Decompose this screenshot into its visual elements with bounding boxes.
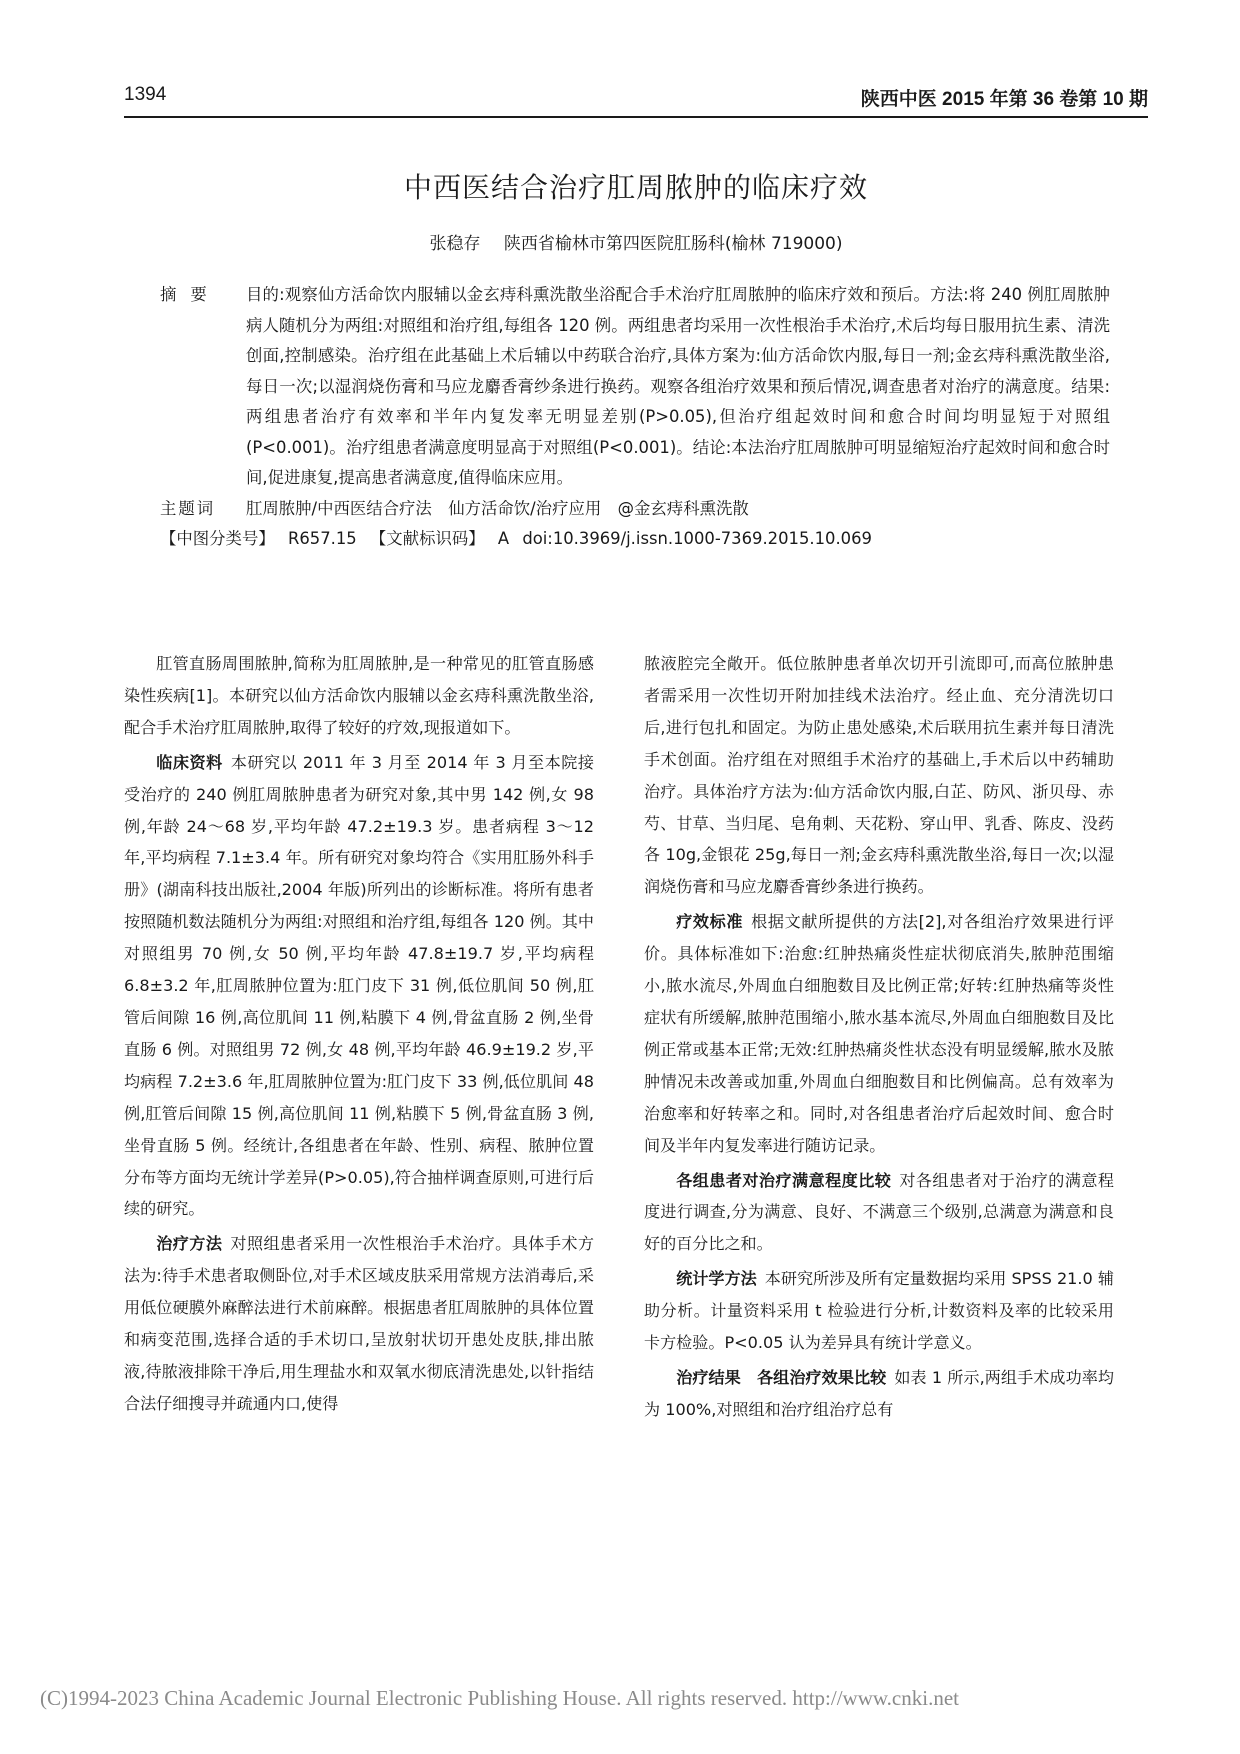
keywords-text: 肛周脓肿/中西医结合疗法 仙方活命饮/治疗应用 @金玄痔科熏洗散 [246, 498, 749, 518]
doc-code-value: A [497, 529, 510, 548]
section-text: 本研究以 2011 年 3 月至 2014 年 3 月至本院接受治疗的 240 例肛周脓肿患者为研究对象,其中男 142 例,女 98 例,年龄 24～68 岁,平均年龄 47.2±19.3 岁。患者病程 3～12 年,平均病程 7.1±3.4 年。所有研究对象均符合《实用肛肠外科手册》(湖南科技出版社,2004 年版)所列出的诊断标准。将所有患者按照随机数法随机分为两组:对照组和治疗组,每组各 120 例。其中对照组男 70 例,女 50 例,平均年龄 47.8±19.7 岁,平均病程 6.8±3.2 年,肛周脓肿位置为:肛门皮下 31 例,低位肌间 50 例,肛管后间隙 16 例,高位肌间 11 例,粘膜下 4 例,骨盆直肠 2 例,坐骨直肠 6 例。对照组男 72 例,女 48 例,平均年龄 46.9±19.2 岁,平均病程 7.2±3.6 年,肛周脓肿位置为:肛门皮下 33 例,低位肌间 48 例,肛管后间隙 15 例,高位肌间 11 例,粘膜下 5 例,骨盆直肠 3 例,坐骨直肠 5 例。经统计,各组患者在年龄、性别、病程、脓肿位置分布等方面均无统计学差异(P>0.05),符合抽样调查原则,可进行后续的研究。 [124, 752, 594, 1219]
page-number: 1394 [124, 84, 167, 105]
doi: doi:10.3969/j.issn.1000-7369.2015.10.069 [522, 529, 872, 548]
clc-value: R657.15 [287, 529, 357, 548]
author-line [124, 230, 1148, 258]
keywords-row [160, 494, 1110, 525]
article-title: 中西医结合治疗肛周脓肿的临床疗效 [403, 171, 868, 204]
abstract-block [160, 280, 1110, 555]
section-heading: 各组患者对治疗满意程度比较 [676, 1170, 892, 1190]
body-column-left [124, 648, 594, 1423]
clinical-data-paragraph [124, 747, 594, 1226]
section-heading: 临床资料 [156, 752, 223, 772]
section-text: 如表 1 所示,两组手术成功率均为 100%,对照组和治疗组治疗总有 [644, 1367, 1114, 1419]
clc-label: 【中图分类号】 [160, 529, 275, 548]
doc-code-label: 【文献标识码】 [369, 529, 485, 548]
section-text: 根据文献所提供的方法[2],对各组治疗效果进行评价。具体标准如下:治愈:红肿热痛炎性症状彻底消失,脓肿范围缩小,脓水流尽,外周血白细胞数目及比例正常;好转:红肿热痛等炎性症状有所缓解,脓肿范围缩小,脓水基本流尽,外周血白细胞数目及比例正常或基本正常;无效:红肿热痛炎性状态没有明显缓解,脓水及脓肿情况未改善或加重,外周血白细胞数目和比例偏高。总有效率为治愈率和好转率之和。同时,对各组患者治疗后起效时间、愈合时间及半年内复发率进行随访记录。 [644, 912, 1114, 1155]
section-heading: 治疗结果 各组治疗效果比较 [676, 1367, 887, 1387]
header-rule [124, 116, 1148, 118]
statistics-paragraph [644, 1263, 1114, 1359]
section-heading: 疗效标准 [676, 912, 744, 932]
section-text: 对各组患者对于治疗的满意程度进行调查,分为满意、良好、不满意三个级别,总满意为满意和良好的百分比之和。 [644, 1170, 1115, 1254]
keywords-label: 主题词 [160, 498, 216, 518]
intro-paragraph: 肛管直肠周围脓肿,简称为肛周脓肿,是一种常见的肛管直肠感染性疾病[1]。本研究以仙方活命饮内服辅以金玄痔科熏洗散坐浴,配合手术治疗肛周脓肿,取得了较好的疗效,现报道如下。 [124, 654, 594, 737]
treatment-continued: 脓液腔完全敞开。低位脓肿患者单次切开引流即可,而高位脓肿患者需采用一次性切开附加挂线术法治疗。经止血、充分清洗切口后,进行包扎和固定。为防止患处感染,术后联用抗生素并每日清洗手术创面。治疗组在对照组手术治疗的基础上,手术后以中药辅助治疗。具体治疗方法为:仙方活命饮内服,白芷、防风、浙贝母、赤芍、甘草、当归尾、皂角刺、天花粉、穿山甲、乳香、陈皮、没药各 10g,金银花 25g,每日一剂;金玄痔科熏洗散坐浴,每日一次;以湿润烧伤膏和马应龙麝香膏纱条进行换药。 [644, 654, 1114, 897]
abstract-row [160, 280, 1110, 494]
copyright-footer: (C)1994-2023 China Academic Journal Electronic Publishing House. All rights reserved. http://www.cnki.net [40, 1686, 959, 1710]
section-heading: 统计学方法 [676, 1269, 757, 1289]
running-head [124, 84, 1148, 120]
classification-line [160, 524, 1110, 555]
abstract-text: 目的:观察仙方活命饮内服辅以金玄痔科熏洗散坐浴配合手术治疗肛周脓肿的临床疗效和预后。方法:将 240 例肛周脓肿病人随机分为两组:对照组和治疗组,每组各 120 例。两组患者均采用一次性根治手术治疗,术后均每日服用抗生素、清洗创面,控制感染。治疗组在此基础上术后辅以中药联合治疗,具体方案为:仙方活命饮内服,每日一剂;金玄痔科熏洗散坐浴,每日一次;以湿润烧伤膏和马应龙麝香膏纱条进行换药。观察各组治疗效果和预后情况,调查患者对治疗的满意度。结果:两组患者治疗有效率和半年内复发率无明显差别(P>0.05),但治疗组起效时间和愈合时间均明显短于对照组(P<0.001)。治疗组患者满意度明显高于对照组(P<0.001)。结论:本法治疗肛周脓肿可明显缩短治疗起效时间和愈合时间,促进康复,提高患者满意度,值得临床应用。 [246, 285, 1110, 487]
author-name: 张稳存 [429, 234, 481, 254]
section-text: 对照组患者采用一次性根治手术治疗。具体手术方法为:待手术患者取侧卧位,对手术区域皮肤采用常规方法消毒后,采用低位硬膜外麻醉法进行术前麻醉。根据患者肛周脓肿的具体位置和病变范围,选择合适的手术切口,呈放射状切开患处皮肤,排出脓液,待脓液排除干净后,用生理盐水和双氧水彻底清洗患处,以针指结合法仔细搜寻并疏通内口,使得 [124, 1234, 595, 1413]
body-column-right [644, 648, 1114, 1429]
journal-issue: 陕西中医 2015 年第 36 卷第 10 期 [860, 89, 1148, 110]
satisfaction-paragraph [644, 1165, 1114, 1261]
section-heading: 治疗方法 [156, 1234, 223, 1254]
results-paragraph [644, 1362, 1114, 1426]
treatment-paragraph [124, 1228, 594, 1419]
section-text: 本研究所涉及所有定量数据均采用 SPSS 21.0 辅助分析。计量资料采用 t 检验进行分析,计数资料及率的比较采用卡方检验。P<0.05 认为差异具有统计学意义。 [644, 1269, 1114, 1353]
author-affiliation: 陕西省榆林市第四医院肛肠科(榆林 719000) [503, 234, 843, 254]
abstract-label: 摘要 [160, 285, 221, 304]
criteria-paragraph [644, 906, 1114, 1161]
